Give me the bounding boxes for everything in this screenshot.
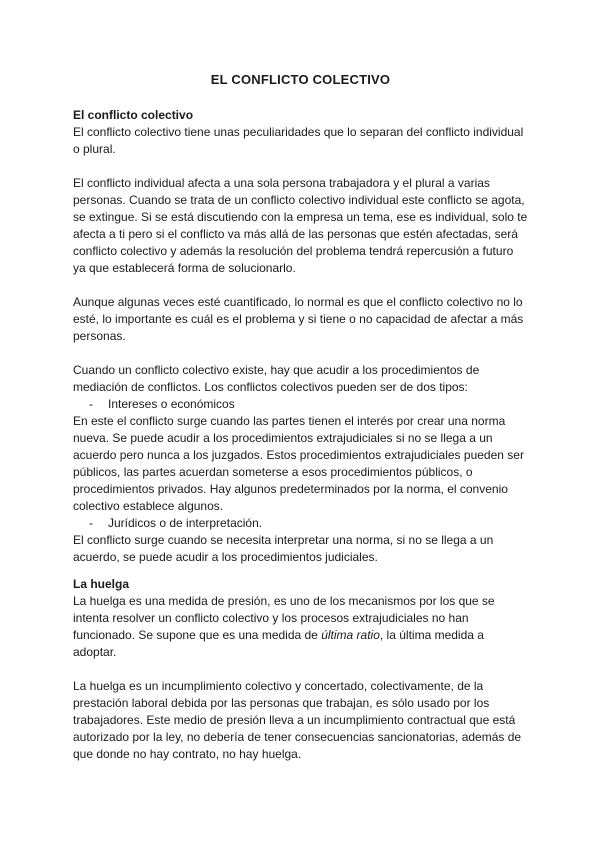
section-heading: La huelga	[73, 577, 130, 591]
section-conflicto-colectivo	[73, 107, 528, 566]
paragraph: El conflicto individual afecta a una sola persona trabajadora y el plural a varias personas. Cuando se trata de un conflicto colectivo individual este conflicto se agota, se extingue. Si se está discutiendo con la empresa un tema, ese es individual, solo te afecta a ti pero si el conflicto va más allá de las personas que estén afectadas, será conflicto colectivo y además la resolución del problema tendrá repercusión a futuro ya que establecerá forma de solucionarlo.	[73, 176, 528, 275]
paragraph-text: , la última medida a adoptar.	[73, 628, 484, 659]
paragraph: Aunque algunas veces esté cuantificado, lo normal es que el conflicto colectivo no lo esté, lo importante es cuál es el problema y si tiene o no capacidad de afectar a más personas.	[73, 295, 524, 343]
list-item-label: Jurídicos o de interpretación.	[108, 516, 263, 530]
section-huelga	[73, 576, 528, 763]
italic-term: última ratio	[321, 628, 380, 642]
list-item	[73, 515, 528, 532]
bullet-dash: -	[89, 397, 93, 411]
bullet-dash: -	[89, 516, 93, 530]
paragraph-text: La huelga es una medida de presión, es uno de los mecanismos por los que se intenta resolver un conflicto colectivo y los procesos extrajudiciales no han funcionado. Se supone que es una medida de	[73, 594, 495, 642]
paragraph: La huelga es un incumplimiento colectivo y concertado, colectivamente, de la prestación laboral debida por las personas que trabajan, es sólo usado por los trabajadores. Este medio de presión lleva a un incumplimiento contractual que está autorizado por la ley, no debería de tener consecuencias sancionatorias, además de que donde no hay contrato, no hay huelga.	[73, 679, 522, 761]
paragraph: Cuando un conflicto colectivo existe, hay que acudir a los procedimientos de mediación de conflictos. Los conflictos colectivos pueden ser de dos tipos:	[73, 363, 480, 394]
list-item	[73, 396, 528, 413]
paragraph: En este el conflicto surge cuando las partes tienen el interés por crear una norma nueva. Se puede acudir a los procedimientos extrajudiciales si no se llega a un acuerdo pero nunca a los juzgados. Estos procedimientos extrajudiciales pueden ser públicos, las partes acuerdan someterse a esos procedimientos públicos, o procedimientos privados. Hay algunos predeterminados por la norma, el convenio colectivo establece algunos.	[73, 414, 524, 513]
section-heading: El conflicto colectivo	[73, 108, 194, 122]
document-title: EL CONFLICTO COLECTIVO	[210, 72, 391, 87]
list-item-label: Intereses o económicos	[108, 397, 235, 411]
paragraph: El conflicto surge cuando se necesita interpretar una norma, si no se llega a un acuerdo, se puede acudir a los procedimientos judiciales.	[73, 533, 494, 564]
paragraph: El conflicto colectivo tiene unas peculiaridades que lo separan del conflicto individual o plural.	[73, 125, 524, 156]
paragraph	[73, 593, 528, 661]
